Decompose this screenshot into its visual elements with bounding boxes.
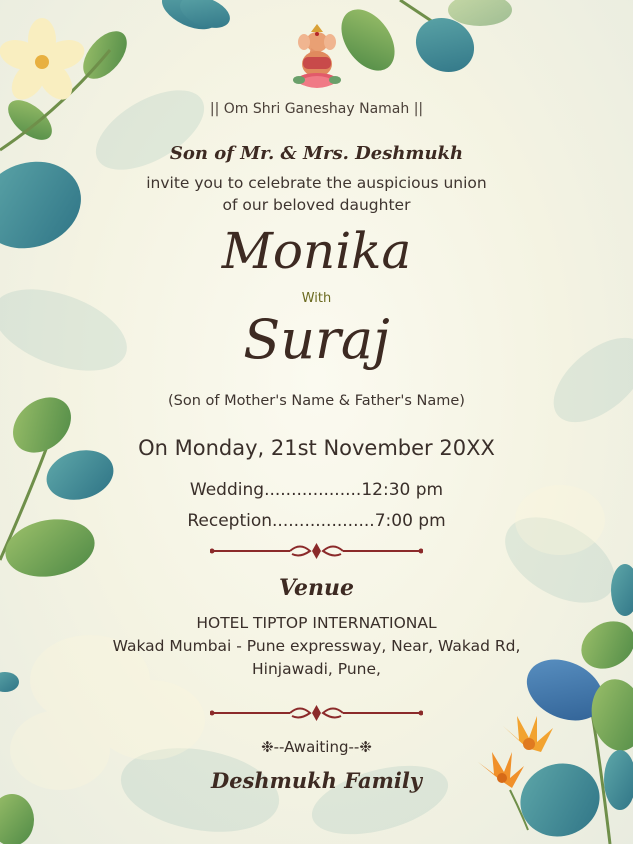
flower-icon — [0, 18, 88, 106]
event-label: Wedding — [189, 480, 265, 500]
hosts-text: Son of Mr. & Mrs. Deshmukh — [169, 143, 464, 164]
venue-line-1: HOTEL TIPTOP INTERNATIONAL — [196, 614, 437, 632]
date-text: On Monday, 21st November 20XX — [138, 436, 495, 460]
bride-name: Monika — [221, 222, 412, 280]
ganesha-icon — [289, 22, 345, 94]
invocation-text: || Om Shri Ganeshay Namah || — [209, 101, 424, 117]
event-time: 12:30 pm — [361, 480, 444, 500]
venue-heading: Venue — [278, 575, 355, 601]
event-leader: ................... — [272, 511, 375, 531]
venue-line-2: Wakad Mumbai - Pune expressway, Near, Wakad Rd, — [112, 637, 521, 655]
groom-name: Suraj — [243, 308, 390, 371]
invite-line-2: of our beloved daughter — [222, 196, 411, 214]
awaiting-text: ❉--Awaiting--❉ — [261, 738, 372, 756]
event-label: Reception — [187, 511, 273, 531]
venue-line-3: Hinjawadi, Pune, — [252, 660, 381, 678]
event-time: 7:00 pm — [374, 511, 446, 531]
floral-divider-icon — [210, 542, 423, 560]
event-row-reception — [0, 511, 633, 531]
invite-line-1: invite you to celebrate the auspicious union — [146, 174, 487, 192]
event-leader: .................. — [264, 480, 362, 500]
with-text: With — [301, 291, 332, 306]
floral-divider-icon — [210, 704, 423, 722]
groom-parents-text: (Son of Mother's Name & Father's Name) — [168, 393, 465, 409]
event-row-wedding — [0, 480, 633, 500]
family-name: Deshmukh Family — [210, 768, 423, 793]
